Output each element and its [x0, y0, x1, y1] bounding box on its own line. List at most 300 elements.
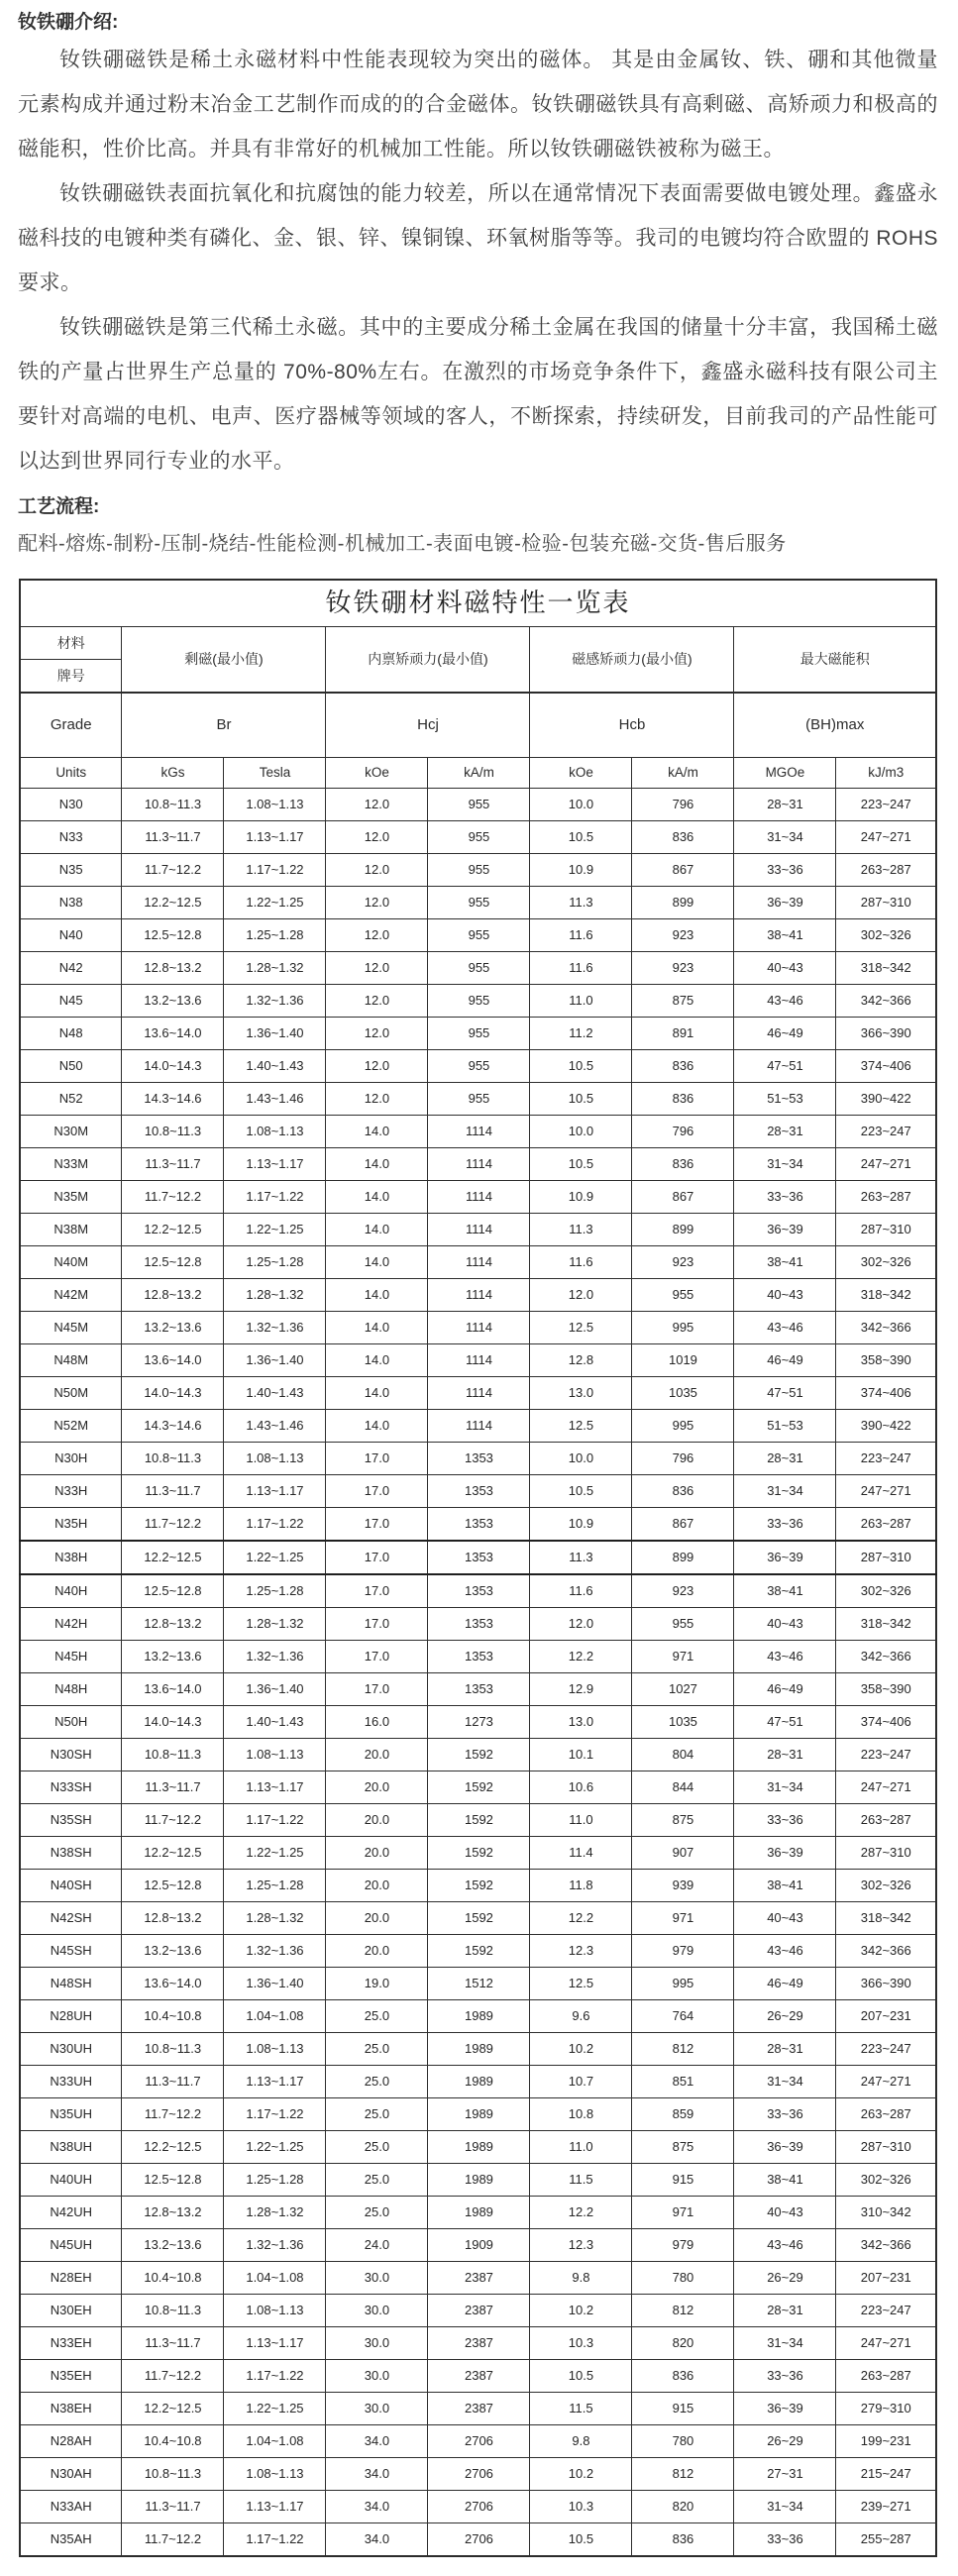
grade-cell: N38M	[20, 1214, 122, 1246]
value-cell: 11.3~11.7	[122, 2066, 224, 2098]
value-cell: 1.17~1.22	[224, 1181, 326, 1214]
value-cell: 10.8~11.3	[122, 1739, 224, 1771]
value-cell: 12.2	[530, 1902, 632, 1935]
table-row	[20, 854, 936, 887]
value-cell: 1.17~1.22	[224, 1508, 326, 1542]
value-cell: 247~271	[836, 1148, 936, 1181]
value-cell: 31~34	[734, 2491, 836, 2523]
value-cell: 12.0	[326, 821, 428, 854]
value-cell: 31~34	[734, 1771, 836, 1804]
value-cell: 1035	[632, 1706, 734, 1739]
value-cell: 13.2~13.6	[122, 1641, 224, 1673]
grade-cell: N33AH	[20, 2491, 122, 2523]
value-cell: 11.7~12.2	[122, 1804, 224, 1837]
table-row	[20, 1771, 936, 1804]
value-cell: 899	[632, 887, 734, 919]
value-cell: 11.3~11.7	[122, 2327, 224, 2360]
table-row	[20, 1246, 936, 1279]
value-cell: 1592	[428, 1837, 530, 1870]
value-cell: 836	[632, 821, 734, 854]
value-cell: 247~271	[836, 821, 936, 854]
value-cell: 820	[632, 2327, 734, 2360]
value-cell: 12.3	[530, 2229, 632, 2262]
value-cell: 318~342	[836, 1279, 936, 1312]
value-cell: 40~43	[734, 2197, 836, 2229]
value-cell: 36~39	[734, 2131, 836, 2164]
value-cell: 38~41	[734, 1870, 836, 1902]
grade-cell: N35EH	[20, 2360, 122, 2393]
value-cell: 12.8~13.2	[122, 1902, 224, 1935]
value-cell: 10.8~11.3	[122, 2458, 224, 2491]
value-cell: 20.0	[326, 1739, 428, 1771]
value-cell: 20.0	[326, 1935, 428, 1968]
value-cell: 971	[632, 1641, 734, 1673]
table-title-row	[20, 580, 936, 627]
value-cell: 11.7~12.2	[122, 1508, 224, 1542]
value-cell: 26~29	[734, 2262, 836, 2295]
grade-cell: N50M	[20, 1377, 122, 1410]
value-cell: 1.25~1.28	[224, 2164, 326, 2197]
magnetic-properties-table	[19, 579, 937, 2557]
value-cell: 13.6~14.0	[122, 1344, 224, 1377]
value-cell: 40~43	[734, 1608, 836, 1641]
value-cell: 836	[632, 2360, 734, 2393]
value-cell: 25.0	[326, 2131, 428, 2164]
value-cell: 34.0	[326, 2491, 428, 2523]
grade-cell: N33	[20, 821, 122, 854]
value-cell: 11.0	[530, 1804, 632, 1837]
value-cell: 1989	[428, 2066, 530, 2098]
value-cell: 875	[632, 985, 734, 1018]
value-cell: 1.08~1.13	[224, 1443, 326, 1475]
value-cell: 28~31	[734, 1443, 836, 1475]
value-cell: 10.5	[530, 2360, 632, 2393]
table-row	[20, 1968, 936, 2000]
value-cell: 820	[632, 2491, 734, 2523]
intro-paragraph-1: 钕铁硼磁铁是稀土永磁材料中性能表现较为突出的磁体。 其是由金属钕、铁、硼和其他微量元素构成并通过粉末冶金工艺制作而成的的合金磁体。钕铁硼磁铁具有高剩磁、高矫顽力和极高的磁能积，性价比高。并具有非常好的机械加工性能。所以钕铁硼磁铁被称为磁王。	[18, 49, 938, 161]
value-cell: 955	[428, 1018, 530, 1050]
value-cell: 1.25~1.28	[224, 919, 326, 952]
value-cell: 34.0	[326, 2458, 428, 2491]
grade-cell: N45H	[20, 1641, 122, 1673]
value-cell: 1.43~1.46	[224, 1410, 326, 1443]
value-cell: 247~271	[836, 1771, 936, 1804]
value-cell: 971	[632, 1902, 734, 1935]
value-cell: 255~287	[836, 2523, 936, 2557]
value-cell: 10.0	[530, 1116, 632, 1148]
value-cell: 915	[632, 2393, 734, 2425]
value-cell: 780	[632, 2262, 734, 2295]
value-cell: 1273	[428, 1706, 530, 1739]
value-cell: 867	[632, 1508, 734, 1542]
value-cell: 1.32~1.36	[224, 1312, 326, 1344]
value-cell: 20.0	[326, 1837, 428, 1870]
value-cell: 10.0	[530, 1443, 632, 1475]
value-cell: 1353	[428, 1541, 530, 1574]
value-cell: 11.3~11.7	[122, 1771, 224, 1804]
value-cell: 923	[632, 919, 734, 952]
value-cell: 14.0	[326, 1344, 428, 1377]
value-cell: 287~310	[836, 1541, 936, 1574]
value-cell: 10.6	[530, 1771, 632, 1804]
value-cell: 12.5	[530, 1410, 632, 1443]
header-material: 材料	[20, 627, 122, 660]
value-cell: 1353	[428, 1475, 530, 1508]
value-cell: 11.3~11.7	[122, 821, 224, 854]
value-cell: 302~326	[836, 2164, 936, 2197]
table-row	[20, 1475, 936, 1508]
value-cell: 1989	[428, 2164, 530, 2197]
table-row	[20, 1641, 936, 1673]
value-cell: 10.8	[530, 2098, 632, 2131]
value-cell: 1.08~1.13	[224, 2295, 326, 2327]
value-cell: 1592	[428, 1902, 530, 1935]
value-cell: 47~51	[734, 1050, 836, 1083]
value-cell: 247~271	[836, 2066, 936, 2098]
value-cell: 17.0	[326, 1508, 428, 1542]
value-cell: 1.08~1.13	[224, 1116, 326, 1148]
value-cell: 11.5	[530, 2164, 632, 2197]
value-cell: 836	[632, 1083, 734, 1116]
value-cell: 1.40~1.43	[224, 1377, 326, 1410]
table-row	[20, 2425, 936, 2458]
value-cell: 11.2	[530, 1018, 632, 1050]
table-row	[20, 1018, 936, 1050]
value-cell: 1114	[428, 1246, 530, 1279]
value-cell: 955	[428, 952, 530, 985]
value-cell: 10.2	[530, 2295, 632, 2327]
table-row	[20, 1312, 936, 1344]
value-cell: 390~422	[836, 1410, 936, 1443]
table-row	[20, 919, 936, 952]
value-cell: 10.2	[530, 2458, 632, 2491]
value-cell: 1114	[428, 1312, 530, 1344]
value-cell: 13.2~13.6	[122, 2229, 224, 2262]
value-cell: 33~36	[734, 2360, 836, 2393]
header-hcj: Hcj	[326, 693, 530, 758]
value-cell: 955	[428, 919, 530, 952]
grade-cell: N30	[20, 789, 122, 821]
value-cell: 1.13~1.17	[224, 821, 326, 854]
value-cell: 46~49	[734, 1018, 836, 1050]
value-cell: 1.28~1.32	[224, 952, 326, 985]
value-cell: 1.36~1.40	[224, 1018, 326, 1050]
value-cell: 14.0~14.3	[122, 1706, 224, 1739]
value-cell: 43~46	[734, 1935, 836, 1968]
value-cell: 14.0	[326, 1148, 428, 1181]
value-cell: 36~39	[734, 1214, 836, 1246]
value-cell: 11.0	[530, 2131, 632, 2164]
value-cell: 36~39	[734, 2393, 836, 2425]
value-cell: 995	[632, 1968, 734, 2000]
value-cell: 12.5~12.8	[122, 2164, 224, 2197]
table-row	[20, 2393, 936, 2425]
value-cell: 11.8	[530, 1870, 632, 1902]
value-cell: 995	[632, 1312, 734, 1344]
value-cell: 36~39	[734, 887, 836, 919]
table-body	[20, 789, 936, 2557]
header-units-label: Units	[20, 758, 122, 789]
grade-cell: N48SH	[20, 1968, 122, 2000]
value-cell: 223~247	[836, 2295, 936, 2327]
value-cell: 33~36	[734, 2098, 836, 2131]
value-cell: 51~53	[734, 1083, 836, 1116]
intro-paragraph-3: 钕铁硼磁铁是第三代稀土永磁。其中的主要成分稀土金属在我国的储量十分丰富，我国稀土磁铁的产量占世界生产总量的 70%-80%左右。在激烈的市场竞争条件下，鑫盛永磁科技有限公司主要针对高端的电机、电声、医疗器械等领域的客人，不断探索，持续研发，目前我司的产品性能可以达到世界同行专业的水平。	[18, 316, 938, 473]
grade-cell: N45UH	[20, 2229, 122, 2262]
value-cell: 12.0	[326, 1083, 428, 1116]
value-cell: 1.22~1.25	[224, 1837, 326, 1870]
value-cell: 10.3	[530, 2327, 632, 2360]
value-cell: 955	[428, 1083, 530, 1116]
value-cell: 12.8~13.2	[122, 2197, 224, 2229]
grade-cell: N35	[20, 854, 122, 887]
grade-cell: N42UH	[20, 2197, 122, 2229]
value-cell: 1353	[428, 1641, 530, 1673]
table-row	[20, 1574, 936, 1608]
header-hcb: Hcb	[530, 693, 734, 758]
table-row	[20, 2000, 936, 2033]
value-cell: 14.3~14.6	[122, 1083, 224, 1116]
value-cell: 1989	[428, 2000, 530, 2033]
value-cell: 31~34	[734, 1475, 836, 1508]
table-row	[20, 2360, 936, 2393]
value-cell: 923	[632, 1574, 734, 1608]
value-cell: 1.40~1.43	[224, 1706, 326, 1739]
value-cell: 1.43~1.46	[224, 1083, 326, 1116]
value-cell: 780	[632, 2425, 734, 2458]
value-cell: 30.0	[326, 2327, 428, 2360]
value-cell: 2706	[428, 2458, 530, 2491]
value-cell: 1.08~1.13	[224, 2033, 326, 2066]
value-cell: 1353	[428, 1673, 530, 1706]
value-cell: 28~31	[734, 2295, 836, 2327]
value-cell: 287~310	[836, 1837, 936, 1870]
value-cell: 2706	[428, 2425, 530, 2458]
value-cell: 1592	[428, 1804, 530, 1837]
value-cell: 223~247	[836, 1116, 936, 1148]
value-cell: 342~366	[836, 1312, 936, 1344]
value-cell: 1.22~1.25	[224, 2131, 326, 2164]
value-cell: 12.5	[530, 1968, 632, 2000]
value-cell: 342~366	[836, 1641, 936, 1673]
value-cell: 10.4~10.8	[122, 2000, 224, 2033]
value-cell: 812	[632, 2033, 734, 2066]
value-cell: 31~34	[734, 1148, 836, 1181]
value-cell: 223~247	[836, 1443, 936, 1475]
grade-cell: N30H	[20, 1443, 122, 1475]
value-cell: 13.2~13.6	[122, 1312, 224, 1344]
value-cell: 25.0	[326, 2033, 428, 2066]
value-cell: 10.7	[530, 2066, 632, 2098]
header-row-symbols	[20, 693, 936, 758]
value-cell: 28~31	[734, 1116, 836, 1148]
table-row	[20, 1410, 936, 1443]
value-cell: 20.0	[326, 1870, 428, 1902]
value-cell: 17.0	[326, 1574, 428, 1608]
value-cell: 13.6~14.0	[122, 1673, 224, 1706]
value-cell: 875	[632, 2131, 734, 2164]
value-cell: 1592	[428, 1739, 530, 1771]
value-cell: 302~326	[836, 919, 936, 952]
table-row	[20, 1181, 936, 1214]
value-cell: 955	[428, 1050, 530, 1083]
table-row	[20, 2033, 936, 2066]
table-row	[20, 1935, 936, 1968]
value-cell: 14.0~14.3	[122, 1050, 224, 1083]
value-cell: 11.3~11.7	[122, 2491, 224, 2523]
value-cell: 10.5	[530, 1083, 632, 1116]
value-cell: 979	[632, 2229, 734, 2262]
value-cell: 836	[632, 1148, 734, 1181]
table-row	[20, 2327, 936, 2360]
grade-cell: N33UH	[20, 2066, 122, 2098]
value-cell: 374~406	[836, 1050, 936, 1083]
value-cell: 1.28~1.32	[224, 1608, 326, 1641]
value-cell: 1.08~1.13	[224, 789, 326, 821]
value-cell: 287~310	[836, 1214, 936, 1246]
value-cell: 9.6	[530, 2000, 632, 2033]
value-cell: 12.0	[326, 952, 428, 985]
intro-heading: 钕铁硼介绍:	[18, 12, 119, 33]
table-row	[20, 1608, 936, 1641]
value-cell: 287~310	[836, 2131, 936, 2164]
value-cell: 971	[632, 2197, 734, 2229]
value-cell: 1.13~1.17	[224, 1771, 326, 1804]
value-cell: 804	[632, 1739, 734, 1771]
process-heading: 工艺流程:	[18, 496, 100, 517]
value-cell: 36~39	[734, 1541, 836, 1574]
value-cell: 10.0	[530, 789, 632, 821]
value-cell: 33~36	[734, 2523, 836, 2557]
value-cell: 1353	[428, 1574, 530, 1608]
value-cell: 12.2	[530, 1641, 632, 1673]
value-cell: 812	[632, 2295, 734, 2327]
value-cell: 10.8~11.3	[122, 1443, 224, 1475]
value-cell: 12.0	[326, 1018, 428, 1050]
value-cell: 247~271	[836, 2327, 936, 2360]
value-cell: 11.7~12.2	[122, 2098, 224, 2131]
value-cell: 17.0	[326, 1673, 428, 1706]
grade-cell: N50H	[20, 1706, 122, 1739]
grade-cell: N42SH	[20, 1902, 122, 1935]
grade-cell: N38SH	[20, 1837, 122, 1870]
value-cell: 366~390	[836, 1018, 936, 1050]
grade-cell: N40M	[20, 1246, 122, 1279]
value-cell: 33~36	[734, 1181, 836, 1214]
value-cell: 13.2~13.6	[122, 1935, 224, 1968]
value-cell: 31~34	[734, 2327, 836, 2360]
value-cell: 239~271	[836, 2491, 936, 2523]
grade-cell: N50	[20, 1050, 122, 1083]
grade-cell: N30UH	[20, 2033, 122, 2066]
value-cell: 12.2~12.5	[122, 2131, 224, 2164]
value-cell: 310~342	[836, 2197, 936, 2229]
value-cell: 11.7~12.2	[122, 1181, 224, 1214]
value-cell: 1.36~1.40	[224, 1344, 326, 1377]
value-cell: 1.28~1.32	[224, 2197, 326, 2229]
value-cell: 1.22~1.25	[224, 887, 326, 919]
value-cell: 40~43	[734, 1902, 836, 1935]
value-cell: 17.0	[326, 1608, 428, 1641]
value-cell: 14.0	[326, 1181, 428, 1214]
value-cell: 11.3~11.7	[122, 1475, 224, 1508]
table-row	[20, 821, 936, 854]
value-cell: 10.9	[530, 1508, 632, 1542]
value-cell: 836	[632, 1475, 734, 1508]
value-cell: 17.0	[326, 1641, 428, 1673]
value-cell: 10.8~11.3	[122, 1116, 224, 1148]
value-cell: 1035	[632, 1377, 734, 1410]
value-cell: 14.0	[326, 1410, 428, 1443]
value-cell: 38~41	[734, 1574, 836, 1608]
value-cell: 11.3	[530, 1541, 632, 1574]
value-cell: 28~31	[734, 789, 836, 821]
value-cell: 1.32~1.36	[224, 1641, 326, 1673]
value-cell: 955	[428, 854, 530, 887]
value-cell: 812	[632, 2458, 734, 2491]
value-cell: 11.3~11.7	[122, 1148, 224, 1181]
value-cell: 28~31	[734, 1739, 836, 1771]
value-cell: 43~46	[734, 2229, 836, 2262]
value-cell: 20.0	[326, 1804, 428, 1837]
value-cell: 199~231	[836, 2425, 936, 2458]
value-cell: 14.3~14.6	[122, 1410, 224, 1443]
value-cell: 13.0	[530, 1377, 632, 1410]
table-title: 钕铁硼材料磁特性一览表	[20, 580, 936, 627]
value-cell: 38~41	[734, 2164, 836, 2197]
value-cell: 12.8	[530, 1344, 632, 1377]
table-row	[20, 2262, 936, 2295]
grade-cell: N52	[20, 1083, 122, 1116]
value-cell: 1.32~1.36	[224, 985, 326, 1018]
value-cell: 1.17~1.22	[224, 2098, 326, 2131]
value-cell: 1.17~1.22	[224, 854, 326, 887]
value-cell: 38~41	[734, 1246, 836, 1279]
grade-cell: N35H	[20, 1508, 122, 1542]
value-cell: 43~46	[734, 1641, 836, 1673]
value-cell: 14.0	[326, 1214, 428, 1246]
grade-cell: N42	[20, 952, 122, 985]
value-cell: 1.28~1.32	[224, 1279, 326, 1312]
value-cell: 279~310	[836, 2393, 936, 2425]
grade-cell: N35SH	[20, 1804, 122, 1837]
value-cell: 1114	[428, 1377, 530, 1410]
value-cell: 867	[632, 1181, 734, 1214]
value-cell: 1114	[428, 1410, 530, 1443]
value-cell: 1.25~1.28	[224, 1246, 326, 1279]
grade-cell: N38UH	[20, 2131, 122, 2164]
value-cell: 1989	[428, 2131, 530, 2164]
value-cell: 12.0	[326, 985, 428, 1018]
value-cell: 223~247	[836, 1739, 936, 1771]
value-cell: 1.13~1.17	[224, 2491, 326, 2523]
value-cell: 10.5	[530, 1050, 632, 1083]
grade-cell: N40UH	[20, 2164, 122, 2197]
value-cell: 1592	[428, 1935, 530, 1968]
grade-cell: N38	[20, 887, 122, 919]
value-cell: 1.04~1.08	[224, 2000, 326, 2033]
value-cell: 1.40~1.43	[224, 1050, 326, 1083]
table-row	[20, 1279, 936, 1312]
intro-paragraph-2: 钕铁硼磁铁表面抗氧化和抗腐蚀的能力较差，所以在通常情况下表面需要做电镀处理。鑫盛永磁科技的电镀种类有磷化、金、银、锌、镍铜镍、环氧树脂等等。我司的电镀均符合欧盟的 ROHS 要求。	[18, 182, 939, 294]
value-cell: 27~31	[734, 2458, 836, 2491]
header-unit-kjm3: kJ/m3	[836, 758, 936, 789]
value-cell: 31~34	[734, 821, 836, 854]
value-cell: 955	[632, 1279, 734, 1312]
value-cell: 34.0	[326, 2425, 428, 2458]
value-cell: 12.0	[326, 1050, 428, 1083]
value-cell: 1.32~1.36	[224, 1935, 326, 1968]
